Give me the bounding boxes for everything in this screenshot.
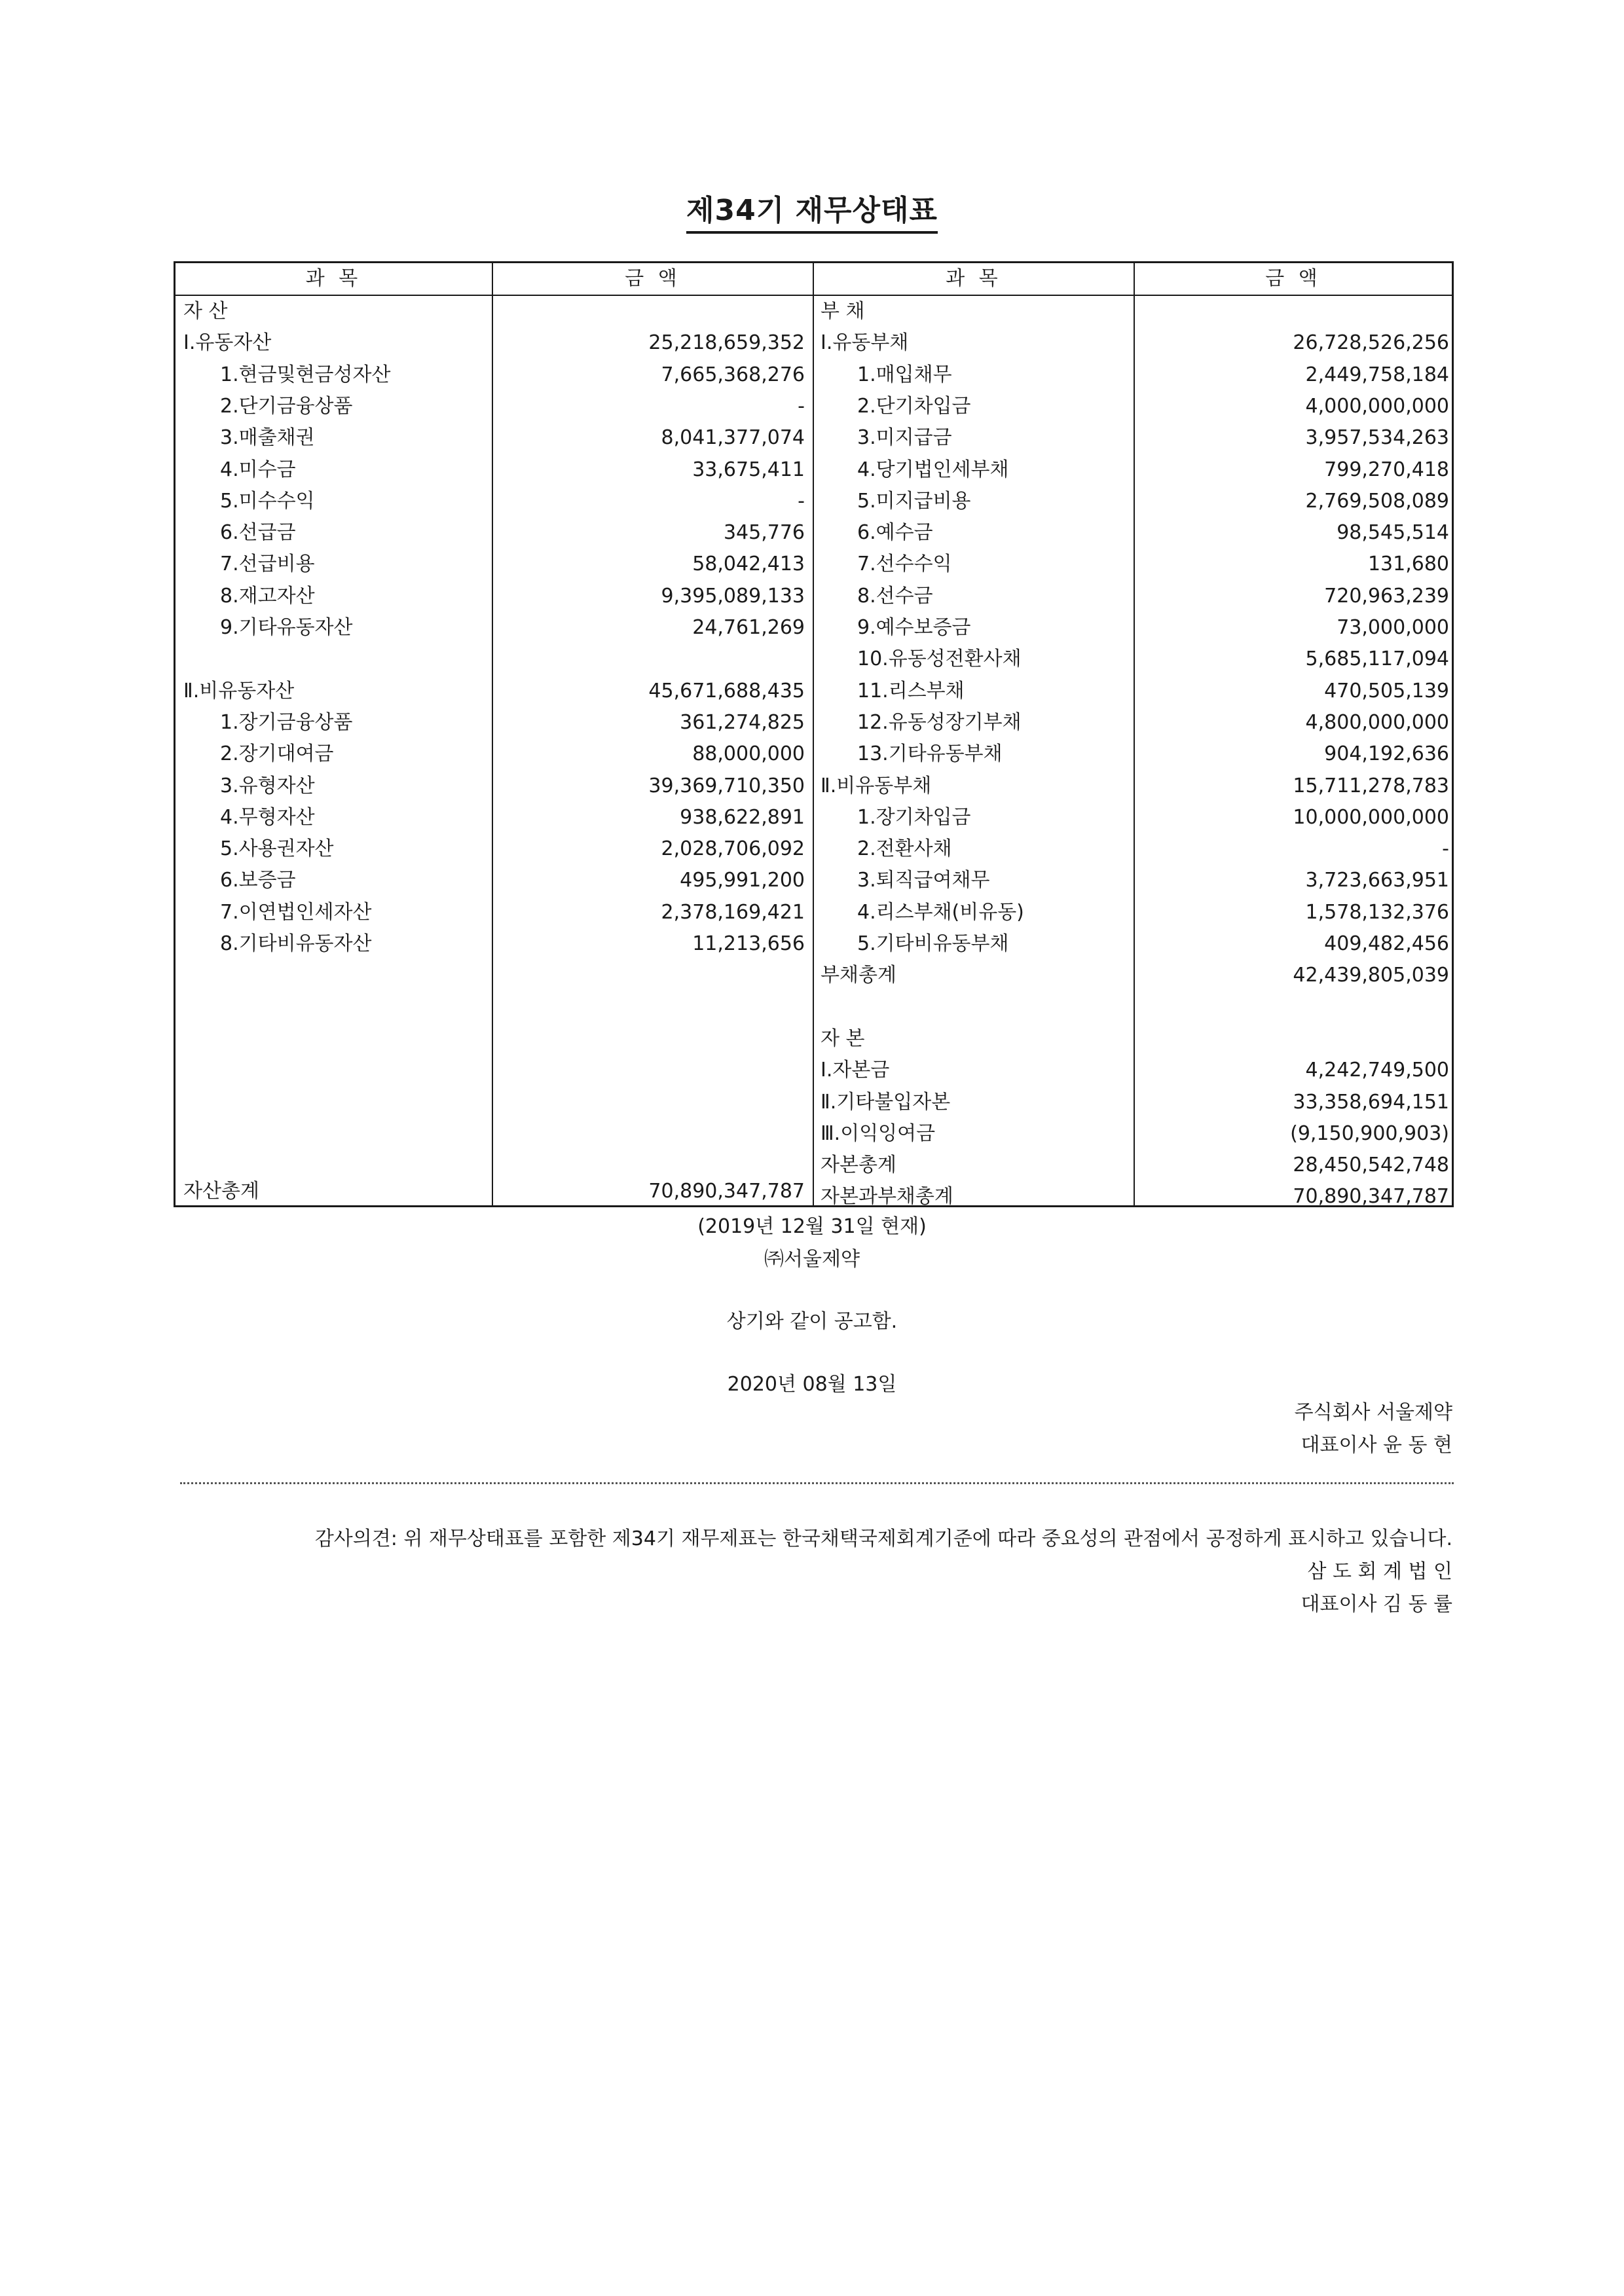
liability-equity-row-amount: 26,728,526,256 [1293,331,1449,355]
asset-row-amount: - [798,394,805,418]
liability-equity-row-label: 13.기타유동부채 [857,742,1003,766]
liability-equity-row-amount: 33,358,694,151 [1293,1090,1449,1114]
liability-equity-row-label: 4.리스부채(비유동) [857,900,1024,924]
liability-equity-row-amount: 28,450,542,748 [1293,1154,1449,1177]
notice-text: 상기와 같이 공고함. [726,1310,898,1333]
asset-row-amount: 361,274,825 [680,710,805,734]
liability-equity-row-label: 9.예수보증금 [857,616,971,639]
asset-row-label: 3.유형자산 [220,774,315,797]
liability-equity-row-label: Ⅰ.자본금 [821,1059,890,1082]
header-item-right: 과 목 [946,267,1002,290]
asset-row-amount: 39,369,710,350 [648,774,805,797]
liability-equity-row-amount: 73,000,000 [1337,616,1449,639]
assets-total-amount: 70,890,347,787 [648,1180,805,1203]
liability-equity-row-amount: 42,439,805,039 [1293,964,1449,987]
audit-opinion: 감사의견: 위 재무상태표를 포함한 제34기 재무제표는 한국채택국제회계기준에 따라 중요성의 관점에서 공정하게 표시하고 있습니다. [314,1527,1452,1550]
liability-equity-row-label: 2.단기차입금 [857,394,971,418]
asset-row-label: 1.현금및현금성자산 [220,363,391,386]
liability-equity-row-label: 부 채 [821,300,865,323]
asset-row-amount: 58,042,413 [692,553,805,576]
liability-equity-row-amount: 1,578,132,376 [1305,900,1449,924]
liability-equity-row-label: Ⅰ.유동부채 [821,331,909,355]
signer-company: 주식회사 서울제약 [1294,1401,1452,1424]
liability-equity-row-label: 자본총계 [821,1154,896,1177]
asset-row-amount: 8,041,377,074 [661,426,805,450]
asset-row-label: 자 산 [183,300,228,323]
liability-equity-row-amount: 720,963,239 [1324,584,1449,608]
company-short-name: ㈜서울제약 [764,1248,860,1271]
liability-equity-row-amount: 799,270,418 [1324,458,1449,481]
asset-row-label: 3.매출채권 [220,426,315,450]
liability-equity-row-amount: 10,000,000,000 [1293,805,1449,829]
asset-row-label: 7.이연법인세자산 [220,900,372,924]
asset-row-amount [493,644,805,675]
dotted-divider [180,1482,1454,1484]
asset-row-amount: 2,028,706,092 [661,837,805,861]
asset-row-label: Ⅱ.비유동자산 [183,679,295,702]
liability-equity-row-label: 3.퇴직급여채무 [857,869,990,892]
asset-row-label: 6.선급금 [220,521,296,545]
liability-equity-row-amount: 4,000,000,000 [1305,394,1449,418]
liability-equity-row-amount: 15,711,278,783 [1293,774,1449,797]
asset-row-label: 2.단기금융상품 [220,394,353,418]
liability-equity-row-amount: 4,800,000,000 [1305,710,1449,734]
header-amount-left: 금 액 [625,267,681,290]
liability-equity-row-label: 7.선수수익 [857,553,952,576]
asset-row-label: 8.기타비유동자산 [220,932,372,955]
asset-row-label: 4.무형자산 [220,805,315,829]
liability-equity-row-label: 1.매입채무 [857,363,952,386]
asset-row-amount: 11,213,656 [692,932,805,955]
asset-row-label: 9.기타유동자산 [220,616,353,639]
liability-equity-row-label: 자본과부채총계 [821,1185,953,1209]
liability-equity-row-amount [1135,1023,1449,1055]
asset-row-amount: 25,218,659,352 [648,331,805,355]
liability-equity-row-label: 8.선수금 [857,584,933,608]
liability-equity-row-amount: 2,769,508,089 [1305,489,1449,513]
signer-ceo: 대표이사 윤 동 현 [1301,1434,1452,1457]
liability-equity-row-amount: 470,505,139 [1324,679,1449,702]
asset-row-amount: 2,378,169,421 [661,900,805,924]
liability-equity-row-amount [1135,296,1449,327]
liability-equity-row-amount: 3,957,534,263 [1305,426,1449,450]
liability-equity-row-amount: 2,449,758,184 [1305,363,1449,386]
asset-row-amount: 24,761,269 [692,616,805,639]
asset-row-label: 7.선급비용 [220,553,315,576]
asset-row-label: 1.장기금융상품 [220,710,353,734]
liability-equity-row-label: 6.예수금 [857,521,933,545]
liability-equity-row-label: 1.장기차입금 [857,805,971,829]
asset-row-amount: 7,665,368,276 [661,363,805,386]
liability-equity-row-amount: 98,545,514 [1337,521,1449,545]
asset-row-amount: 88,000,000 [692,742,805,766]
balance-sheet-table [174,261,1454,1207]
liability-equity-row-label: Ⅱ.비유동부채 [821,774,932,797]
liability-equity-row-label: 3.미지급금 [857,426,952,450]
audit-firm: 삼 도 회 계 법 인 [1307,1560,1452,1583]
notice-date: 2020년 08월 13일 [727,1373,897,1396]
liability-equity-row-amount [1135,992,1449,1023]
asset-row-label: Ⅰ.유동자산 [183,331,272,355]
liability-equity-row-label: 11.리스부채 [857,679,965,702]
liability-equity-row-amount: - [1442,837,1449,861]
liability-equity-row-label: 자 본 [821,1027,865,1050]
header-item-left: 과 목 [305,267,362,290]
page-title: 제34기 재무상태표 [0,187,1624,228]
asset-row-amount: 495,991,200 [680,869,805,892]
asset-row-amount: 33,675,411 [692,458,805,481]
asset-row-label: 4.미수금 [220,458,296,481]
liability-equity-row-amount: 70,890,347,787 [1293,1185,1449,1209]
asset-row-label: 2.장기대여금 [220,742,334,766]
liability-equity-row-label: Ⅲ.이익잉여금 [821,1121,936,1145]
liability-equity-row-amount: 5,685,117,094 [1305,647,1449,671]
asset-row-label: 6.보증금 [220,869,296,892]
liability-equity-row-amount: 409,482,456 [1324,932,1449,955]
column-divider [813,263,814,1205]
asset-row-amount: - [798,489,805,513]
asset-row-amount: 45,671,688,435 [648,679,805,702]
liability-equity-row-label: 12.유동성장기부채 [857,710,1022,734]
asset-row-label: 8.재고자산 [220,584,315,608]
audit-ceo: 대표이사 김 동 률 [1301,1593,1452,1616]
liability-equity-row-amount: 131,680 [1367,553,1449,576]
asset-row-amount [493,296,805,327]
liability-equity-row-amount: (9,150,900,903) [1290,1121,1449,1145]
liability-equity-row-amount: 4,242,749,500 [1305,1059,1449,1082]
asset-row-amount: 938,622,891 [680,805,805,829]
liability-equity-row-amount: 904,192,636 [1324,742,1449,766]
asset-row-label: 5.사용권자산 [220,837,334,861]
liability-equity-row-label: 4.당기법인세부채 [857,458,1009,481]
liability-equity-row-label: Ⅱ.기타불입자본 [821,1090,951,1114]
liability-equity-row-label: 10.유동성전환사채 [857,647,1022,671]
asset-row-amount: 9,395,089,133 [661,584,805,608]
signer-block [1295,1396,1452,1462]
as-of-date: (2019년 12월 31일 현재) [697,1215,927,1238]
liability-equity-row-amount: 3,723,663,951 [1305,869,1449,892]
liability-equity-row-label: 2.전환사채 [857,837,952,861]
liability-equity-row-label: 5.미지급비용 [857,489,971,513]
asset-row-label: 5.미수수익 [220,489,315,513]
assets-total-label: 자산총계 [183,1180,259,1203]
liability-equity-row-label: 부채총계 [821,964,896,987]
liability-equity-row-label: 5.기타비유동부채 [857,932,1009,955]
asset-row-amount: 345,776 [723,521,805,545]
header-amount-right: 금 액 [1265,267,1321,290]
audit-opinion-block [315,1523,1452,1621]
